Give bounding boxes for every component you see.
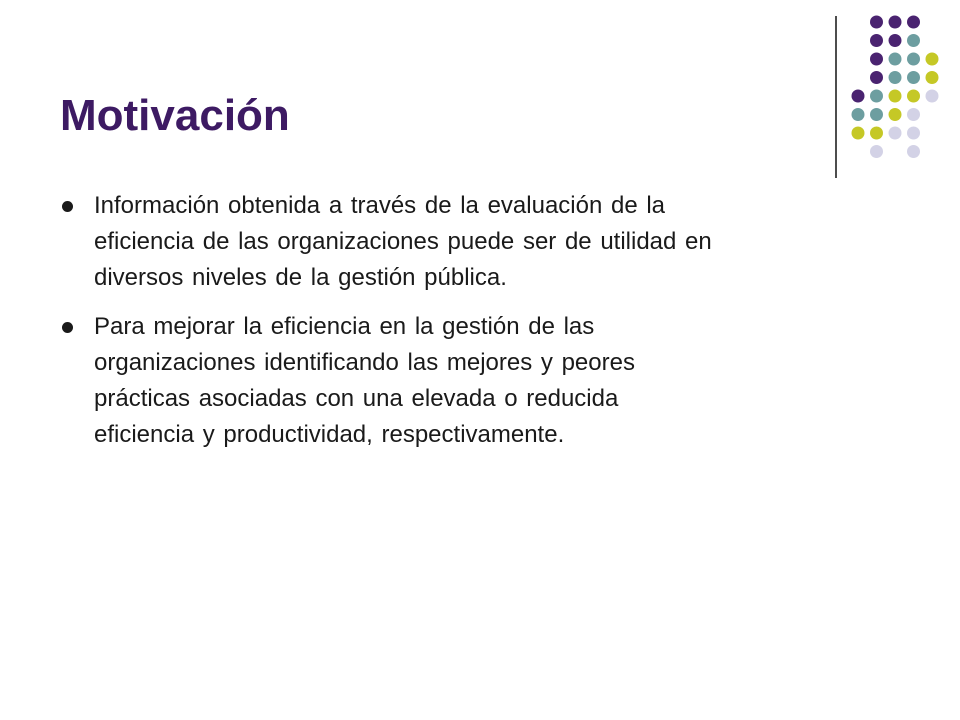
- decorative-dot: [870, 34, 883, 47]
- slide-title: Motivación: [60, 91, 290, 140]
- bullet-item: [60, 309, 920, 453]
- decorative-dot: [870, 145, 883, 158]
- decorative-dot: [852, 127, 865, 140]
- bullet-line: Para mejorar la eficiencia en la gestión de las: [94, 313, 595, 340]
- bullet-line: diversos niveles de la gestión pública.: [94, 264, 507, 291]
- title-divider-line: [835, 16, 837, 178]
- decorative-dot: [907, 34, 920, 47]
- decorative-dot: [926, 53, 939, 66]
- bullet-line: eficiencia de las organizaciones puede ser de utilidad en: [94, 228, 712, 255]
- decorative-dot: [926, 71, 939, 84]
- bullet-line: prácticas asociadas con una elevada o reducida: [94, 385, 619, 412]
- decorative-dot: [852, 108, 865, 121]
- bullet-list: [60, 188, 920, 466]
- bullet-dot-icon: [62, 201, 73, 212]
- decorative-dot: [926, 90, 939, 103]
- bullet-dot-icon: [62, 322, 73, 333]
- bullet-item: [60, 188, 920, 296]
- decorative-dot: [907, 53, 920, 66]
- decorative-dot: [907, 90, 920, 103]
- decorative-dot: [852, 90, 865, 103]
- decorative-dot: [870, 53, 883, 66]
- decorative-dot: [870, 127, 883, 140]
- decorative-dot: [870, 16, 883, 29]
- decorative-dot: [907, 145, 920, 158]
- decorative-dot: [889, 53, 902, 66]
- decorative-dot: [907, 108, 920, 121]
- decorative-dot: [870, 90, 883, 103]
- decorative-dot: [889, 34, 902, 47]
- decorative-dot: [907, 127, 920, 140]
- decorative-dot: [870, 71, 883, 84]
- decorative-dot: [870, 108, 883, 121]
- decorative-dot: [907, 16, 920, 29]
- decorative-dot: [889, 90, 902, 103]
- bullet-line: eficiencia y productividad, respectivamente.: [94, 421, 565, 448]
- bullet-line: Información obtenida a través de la evaluación de la: [94, 192, 666, 219]
- decorative-dot: [889, 108, 902, 121]
- decorative-dot: [889, 71, 902, 84]
- decorative-dot: [907, 71, 920, 84]
- bullet-line: organizaciones identificando las mejores y peores: [94, 349, 635, 376]
- decorative-dot: [889, 16, 902, 29]
- decorative-dot: [889, 127, 902, 140]
